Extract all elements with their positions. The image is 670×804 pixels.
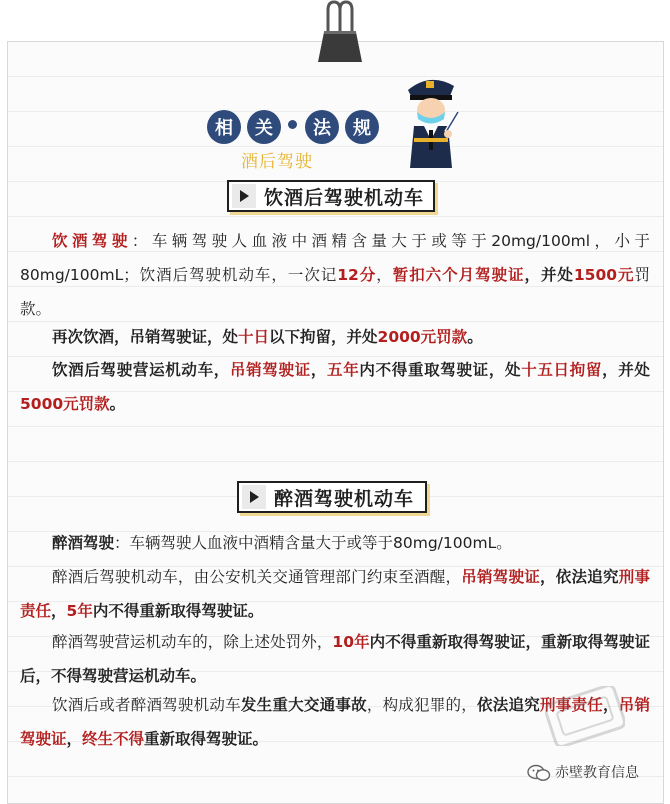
header-subtitle: 酒后驾驶 — [241, 152, 313, 172]
badge-circle: 关 — [247, 110, 281, 144]
watermark-stamp-icon — [545, 686, 625, 746]
separator-dot — [288, 120, 297, 129]
play-icon — [242, 485, 266, 509]
paragraph-drink-driving-definition: 饮酒驾驶：车辆驾驶人血液中酒精含量大于或等于20mg/100ml，小于80mg/100mL；饮酒后驾驶机动车，一次记12分，暂扣六个月驾驶证，并处1500元罚款。 — [20, 232, 650, 318]
paragraph-major-accident: 饮酒后或者醉酒驾驶机动车发生重大交通事故，构成犯罪的，依法追究刑事责任，吊销驾驶证，终生不得重新取得驾驶证。 — [20, 696, 650, 748]
badge-circle: 法 — [305, 110, 339, 144]
play-icon — [232, 184, 256, 208]
paragraph-drunk-driving-commercial: 醉酒驾驶营运机动车的，除上述处罚外，10年内不得重新取得驾驶证，重新取得驾驶证后，不得驾驶营运机动车。 — [20, 633, 650, 685]
paragraph-drunk-driving-penalty: 醉酒后驾驶机动车，由公安机关交通管理部门约束至酒醒，吊销驾驶证，依法追究刑事责任，5年内不得重新取得驾驶证。 — [20, 568, 650, 620]
wechat-icon — [527, 764, 551, 782]
source-account-label: 赤壁教育信息 — [555, 765, 639, 781]
paragraph-repeat-drink-driving: 再次饮酒，吊销驾驶证，处十日以下拘留，并处2000元罚款。 — [52, 328, 483, 346]
section-title-drunk-driving: 醉酒驾驶机动车 — [237, 481, 427, 513]
badge-circle: 规 — [345, 110, 379, 144]
police-officer-icon — [400, 72, 460, 168]
binder-clip-icon — [316, 0, 364, 62]
badge-circle: 相 — [207, 110, 241, 144]
section-title-drink-driving: 饮酒后驾驶机动车 — [227, 180, 435, 212]
paragraph-drink-driving-commercial: 饮酒后驾驶营运机动车，吊销驾驶证，五年内不得重取驾驶证，处十五日拘留，并处5000元罚款。 — [20, 361, 650, 413]
paragraph-drunk-driving-definition: 醉酒驾驶：车辆驾驶人血液中酒精含量大于或等于80mg/100mL。 — [52, 534, 512, 552]
